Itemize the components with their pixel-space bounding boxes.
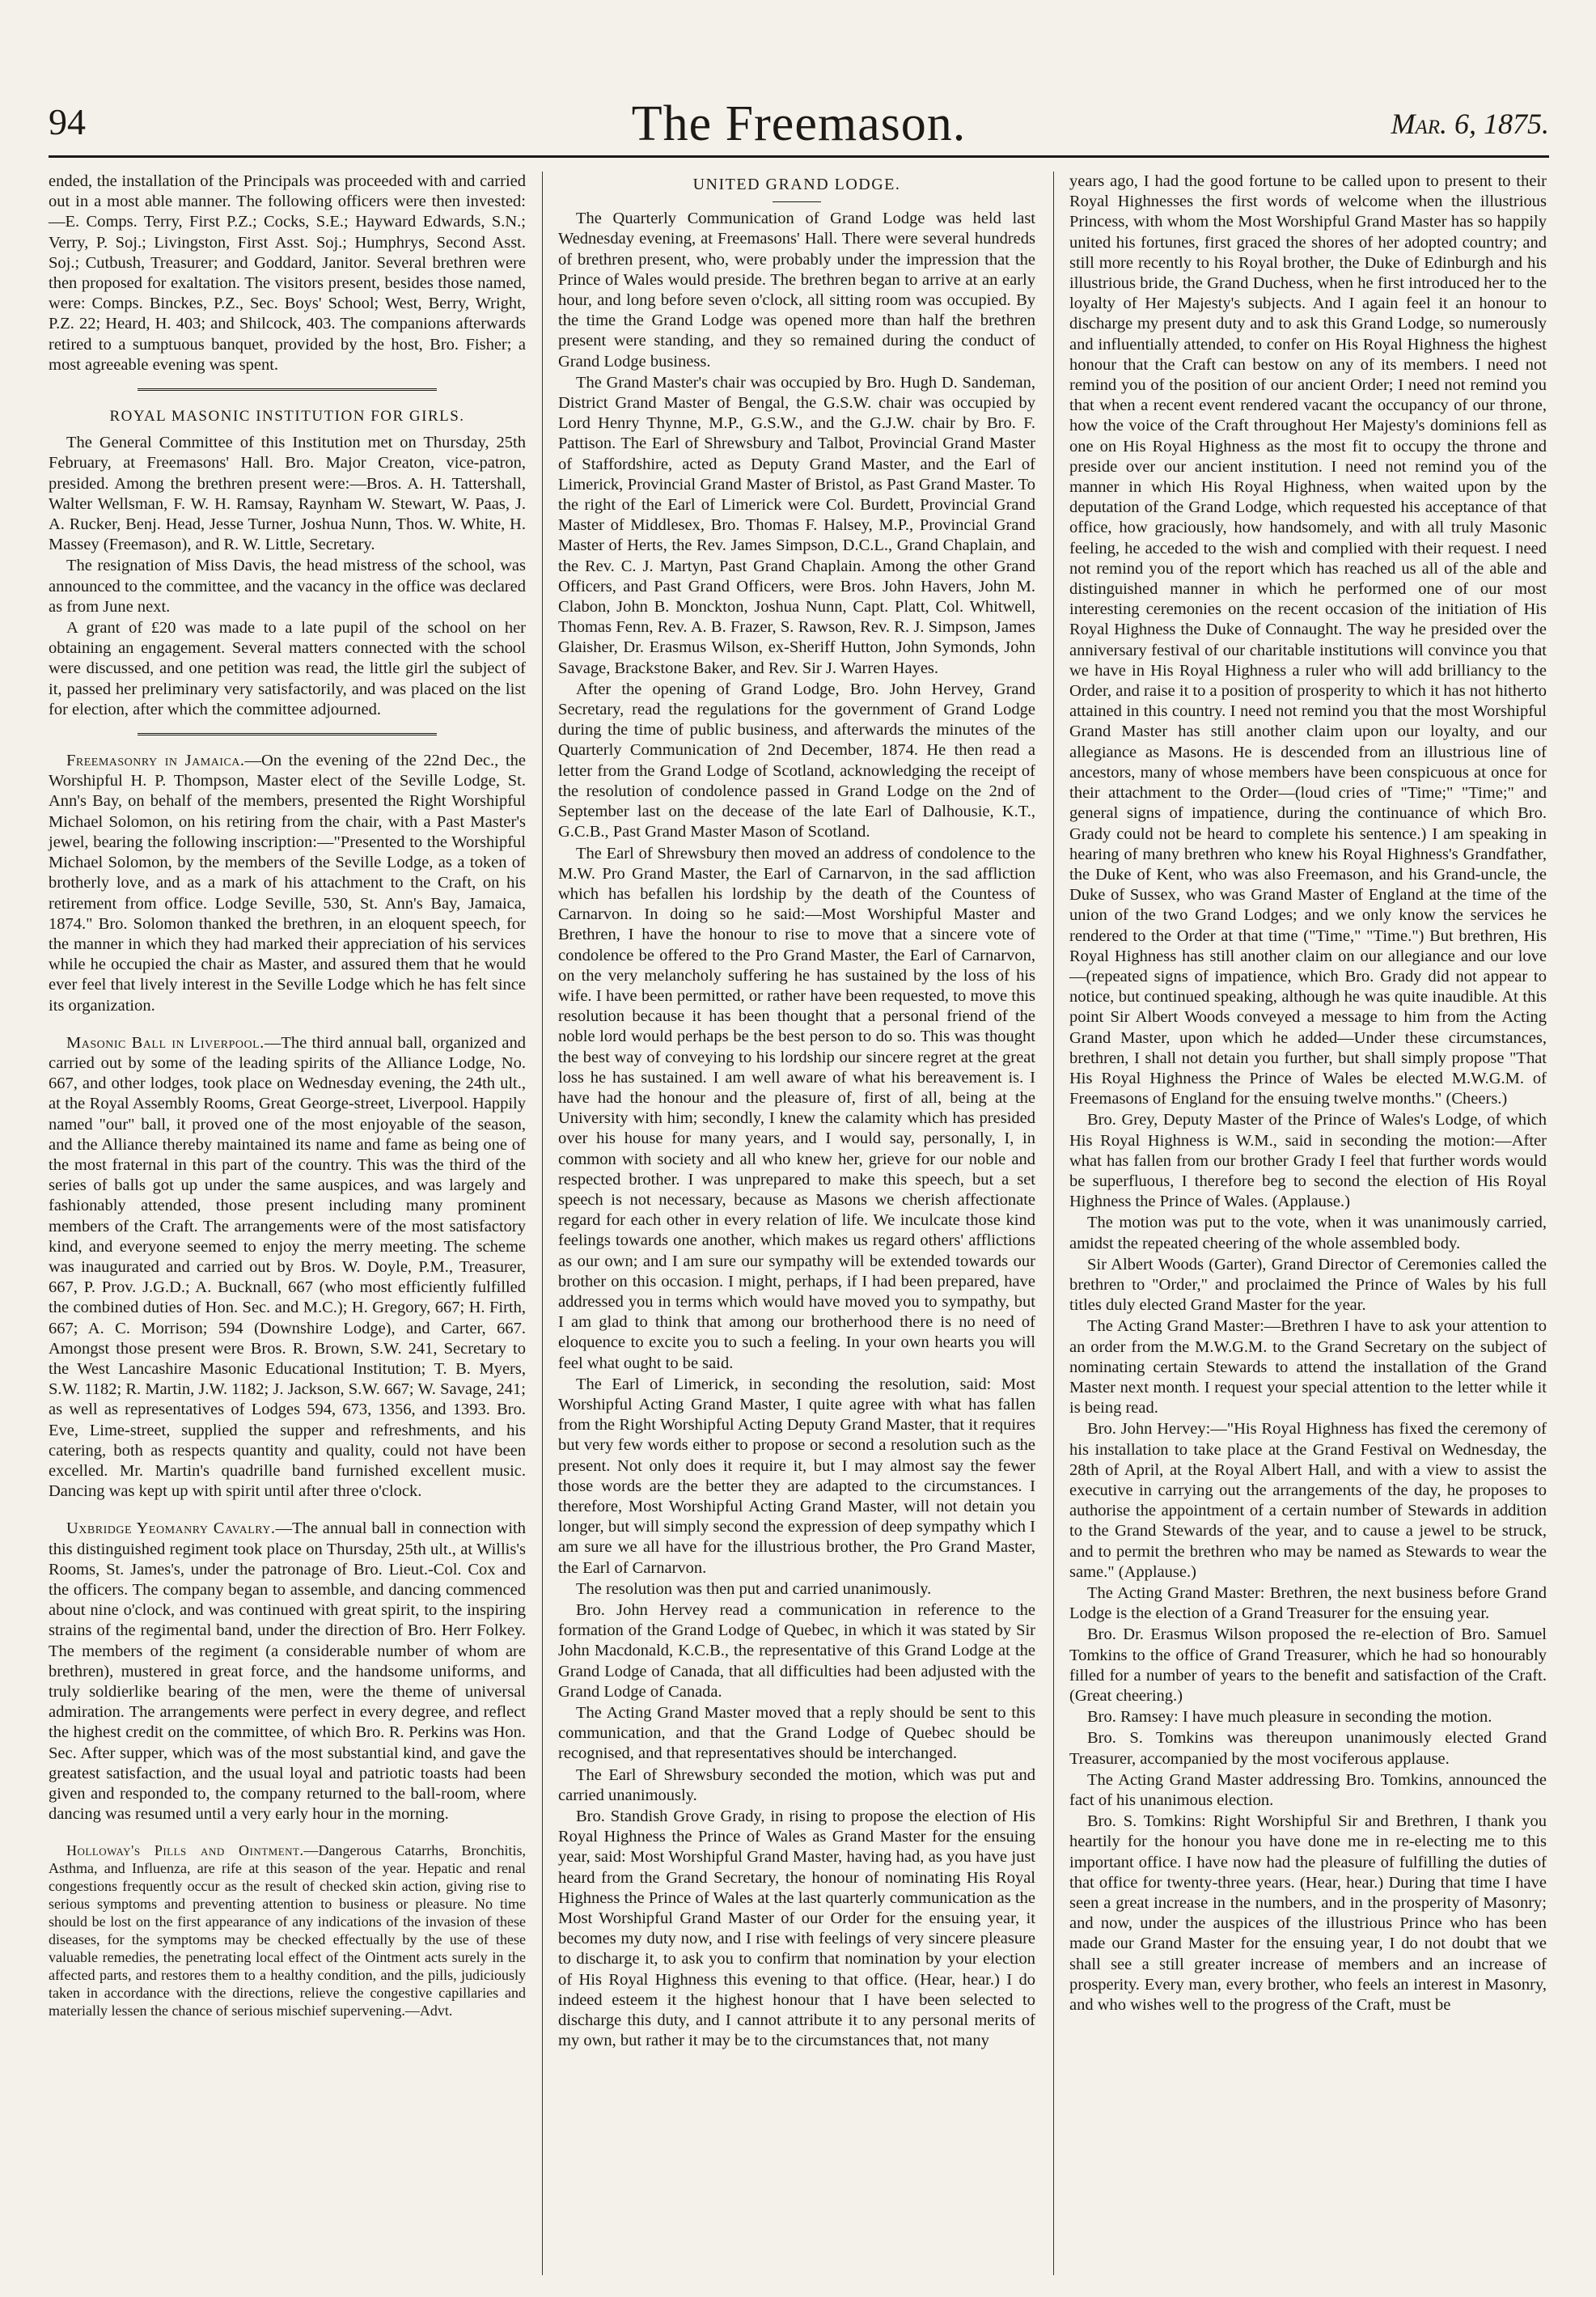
article-paragraph: ended, the installation of the Principals was proceeded with and carried out in a most able manner. The following officers were then invested:—E. Comps. Terry, First P.Z.; Cocks, S.E.; Hayward Edwards, S.N.; Verry, P. Soj.; Livingston, First Asst. Soj.; Humphrys, Second Asst. Soj.; Cutbush, Treasurer; and Goddard, Janitor. Several brethren were then proposed for exaltation. The visitors present, besides those named, were: Comps. Binckes, P.Z., Sec. Boys' School; West, Berry, Wright, P.Z. 22; Heard, H. 403; and Shilcock, 403. The companions afterwards retired to a sumptuous banquet, provided by the host, Bro. Fisher; a most agreeable evening was spent. <box>49 172 526 374</box>
spacer <box>49 1502 526 1519</box>
advertisement-lead: Holloway's Pills and Ointment. <box>66 1842 304 1859</box>
article-paragraph: Bro. Standish Grove Grady, in rising to propose the election of His Royal Highness the Prince of Wales as Grand Master for the ensuing year, said: Most Worshipful Grand Master, having had, as you have just heard from the Grand Secretary, the honour of nominating His Royal Highness the Prince of Wales at the last quarterly communication as the Most Worshipful Grand Master of our Order for the ensuing year, it becomes my duty now, and I rise with feelings of very sincere pleasure to discharge it, to ask you to confirm that nomination by your election of His Royal Highness this evening to that office. (Hear, hear.) I do indeed esteem it the highest honour that I have been selected to discharge this duty, and I cannot attribute it to any personal merits of my own, but rather it may be to the circumstances that, not many <box>558 1808 1035 2050</box>
article-paragraph: The Earl of Shrewsbury then moved an address of condolence to the M.W. Pro Grand Master, the Earl of Carnarvon, in the sad affliction which has befallen his lordship by the death of the Countess of Carnarvon. In doing so he said:—Most Worshipful Master and Brethren, I have the honour to rise to move that a sincere vote of condolence be offered to the Pro Grand Master, the Earl of Carnarvon, on the very melancholy suffering he has sustained by the loss of his wife. I have been permitted, or rather have been requested, to move this resolution because it has been thought that a personal friend of the noble lord would perhaps be the best person to do so. This was thought the best way of conveying to his lordship our sincere regret at the great loss he has sustained. I am well aware of what his bereavement is. I have had the honour and the pleasure of, first of all, being at the University with him; secondly, I knew the calamity which has presided over his house for many years, and I would say, personally, I, in common with society and all who knew her, grieve for our noble and respected brother. I was unprepared to make this speech, but a set speech is not necessary, because as Masons we cherish affectionate regard for each other in every relation of life. We inculcate those kind feelings towards one another, which makes us regard others' afflictions as our own; and I am sure our sympathy will be extended towards our brother on this occasion. I might, perhaps, if I had been prepared, have addressed you in terms which would have moved you to sympathy, but I am glad to think that among our brotherhood there is no need of eloquence to excite you to such a feeling. In your own hearts you will feel what ought to be said. <box>558 844 1035 1372</box>
section-heading: ROYAL MASONIC INSTITUTION FOR GIRLS. <box>109 408 465 426</box>
newspaper-title: The Freemason. <box>631 96 967 151</box>
heading-rule <box>773 201 821 202</box>
column-middle <box>558 172 1035 2052</box>
section-heading: UNITED GRAND LODGE. <box>692 176 901 193</box>
article-paragraph: The Earl of Limerick, in seconding the resolution, said: Most Worshipful Acting Grand Master, I quite agree with what has fallen from the Right Worshipful Acting Deputy Grand Master, that it requires but very few words either to propose or second a resolution such as the present. Not only does it require it, but I may almost say the fewer those words are the better they are adapted to the circumstances. I therefore, Most Worshipful Acting Grand Master, will not detain you longer, but will simply second the expression of deep sympathy which I am sure we all have for the illustrious brother, the Pro Grand Master, the Earl of Carnarvon. <box>558 1375 1035 1577</box>
masthead <box>49 95 1549 152</box>
article-paragraph: After the opening of Grand Lodge, Bro. John Hervey, Grand Secretary, read the regulations for the government of Grand Lodge during the time of public business, and afterwards the minutes of the Quarterly Communication of 2nd December, 1874. He then read a letter from the Grand Lodge of Scotland, acknowledging the receipt of the resolution of condolence passed in Grand Lodge on the 2nd of September last on the decease of the late Earl of Dalhousie, K.T., G.C.B., Past Grand Master Mason of Scotland. <box>558 680 1035 841</box>
section-divider <box>138 733 437 738</box>
article-paragraph: The Earl of Shrewsbury seconded the motion, which was put and carried unanimously. <box>558 1765 1035 1804</box>
masthead-rule <box>49 155 1549 158</box>
article-paragraph: Bro. John Hervey read a communication in reference to the formation of the Grand Lodge of Quebec, in which it was stated by Sir John Macdonald, K.C.B., the representative of this Grand Lodge at the Grand Lodge of Canada, that all difficulties had been adjusted with the Grand Lodge of Canada. <box>558 1601 1035 1701</box>
article-paragraph: The General Committee of this Institution met on Thursday, 25th February, at Freemasons' Hall. Bro. Major Creaton, vice-patron, presided. Among the brethren present were:—Bros. A. H. Tattershall, Walter Wellsman, F. W. H. Ramsay, Raynham W. Stewart, W. Paas, J. A. Rucker, Benj. Head, Jesse Turner, Joshua Nunn, Thos. W. White, H. Massey (Freemason), and R. W. Little, Secretary. <box>49 434 526 554</box>
issue-date: Mar. 6, 1875. <box>1391 108 1549 140</box>
page-number: 94 <box>49 101 86 142</box>
article-paragraph: The Acting Grand Master addressing Bro. Tomkins, announced the fact of his unanimous election. <box>1069 1770 1547 1810</box>
news-item-lead: Masonic Ball in Liverpool. <box>66 1033 265 1052</box>
news-item-cavalry <box>49 1519 526 1824</box>
article-paragraph: Bro. John Hervey:—"His Royal Highness has fixed the ceremony of his installation to take place at the Grand Festival on Wednesday, the 28th of April, at the Royal Albert Hall, and with a view to assist the executive in carrying out the arrangements of the day, he proposes to authorise the appointment of a certain number of Stewards in addition to the Grand Stewards of the year, and to cause a jewel to be struck, and to permit the brethren who may be named as Stewards to wear the same." (Applause.) <box>1069 1420 1547 1581</box>
article-paragraph: The resolution was then put and carried unanimously. <box>576 1579 932 1598</box>
news-item-jamaica <box>49 751 526 1016</box>
column-right <box>1069 172 1547 2016</box>
news-item-text: —The annual ball in connection with this distinguished regiment took place on Thursday, 25th ult., at Willis's Rooms, St. James's, under the patronage of Bro. Lieut.-Col. Cox and the officers. The company began to assemble, and dancing commenced about nine o'clock, and was continued with great spirit, to the inspiring strains of the regimental band, under the direction of Bro. Herr Folkey. The members of the regiment (a considerable number of whom are brethren), mustered in great force, and the handsome uniforms, and truly soldierlike bearing of the men, were the theme of universal admiration. The arrangements were perfect in every degree, and reflect the highest credit on the committee, of which Bro. R. Perkins was Hon. Sec. After supper, which was of the most substantial kind, and gave the greatest satisfaction, and the usual loyal and patriotic toasts had been given and responded to, the company returned to the ball-room, where dancing was resumed until a very early hour in the morning. <box>49 1519 526 1824</box>
article-paragraph: The Acting Grand Master:—Brethren I have to ask your attention to an order from the M.W.G.M. to the Grand Secretary on the subject of nominating certain Stewards to attend the installation of the Grand Master next month. I request your special attention to the letter while it is being read. <box>1069 1317 1547 1418</box>
advertisement-text: —Dangerous Catarrhs, Bronchitis, Asthma, and Influenza, are rife at this season of the year. Hepatic and renal congestions frequently occur as the result of checked skin action, giving rise to serious symptoms and preventing attention to business or pleasure. No time should be lost on the first appearance of any indications of the invasion of these diseases, for the symptoms may be checked effectually by the use of these valuable remedies, the penetrating local effect of the Ointment acts surely in the affected parts, and restores them to a healthy condition, and the pills, judiciously taken in accordance with the directions, relieve the congestive capillaries and materially lessen the chance of serious mischief supervening.—Advt. <box>49 1842 526 2019</box>
advertisement <box>49 1841 526 2019</box>
article-paragraph: The Acting Grand Master moved that a reply should be sent to this communication, and that the Grand Lodge of Quebec should be recognised, and that representatives should be interchanged. <box>558 1704 1035 1763</box>
article-paragraph: Bro. Ramsey: I have much pleasure in seconding the motion. <box>1087 1708 1492 1727</box>
article-paragraph: Bro. Dr. Erasmus Wilson proposed the re-election of Bro. Samuel Tomkins to the office of Grand Treasurer, which he had so honourably filled for a number of years to the benefit and satisfaction of the Craft. (Great cheering.) <box>1069 1625 1547 1706</box>
news-item-lead: Freemasonry in Jamaica. <box>66 752 245 770</box>
section-divider <box>138 388 437 393</box>
article-paragraph: Bro. Grey, Deputy Master of the Prince of Wales's Lodge, of which His Royal Highness is W.M., said in seconding the motion:—After what has fallen from our brother Grady I feel that further words would be superfluous, I therefore beg to second the election of His Royal Highness the Prince of Wales. (Applause.) <box>1069 1111 1547 1211</box>
article-paragraph: years ago, I had the good fortune to be called upon to present to their Royal Highnesses the first words of welcome when the illustrious Princess, with whom the Most Worshipful Grand Master has so happily united his fortunes, first graced the shores of her adopted country; and still more recently to his Royal brother, the Duke of Edinburgh and his illustrious bride, the Grand Duchess, when he first introduced her to the loyalty of Her Majesty's subjects. And I again feel it an honour to discharge my present duty and to ask this Grand Lodge, so numerously and influentially attended, to confer on His Royal Highness the highest honour that the Craft can bestow on any of its members. I need not remind you of the position of our ancient Order; I need not remind you that when a recent event rendered vacant the occupancy of our throne, how the voice of the Craft throughout Her Majesty's dominions fell as one on His Royal Highness as the most fit to occupy the throne and preside over our ancient institution. I need not remind you of the manner in which His Royal Highness, when waited upon by the deputation of the Grand Lodge, which requested his acceptance of that office, how graciously, how handsomely, and with all truly Masonic feeling, he acceded to the wish and complied with their request. I need not remind you of the report which has reached us all of the able and distinguished manner in which he performed one of our most interesting ceremonies on the recent occasion of the initiation of His Royal Highness the Duke of Connaught. The way he presided over the anniversary festival of our charitable institutions will convince you that we have in His Royal Highness a ruler who will add brilliancy to the Order, and raise it to a position of prosperity to which it has not hitherto attained in this country. I need not remind you that the most Worshipful Grand Master has still another claim upon our loyalty, and our allegiance as Masons. He is descended from an illustrious line of ancestors, many of whose members have been conspicuous at once for their attachment to the Order—(loud cries of "Time;" "Time;" and general signs of impatience, during the continuance of which Bro. Grady could not be heard to complete his sentence.) I am speaking in hearing of many brethren who knew his Royal Highness's Grandfather, the Duke of Kent, who was also Freemason, and his Grand-uncle, the Duke of Sussex, who was Grand Master of England at the time of the union of the two Grand Lodges; and we only know the services he rendered to the Order at that time ("Time," "Time.") But brethren, His Royal Highness has still another claim on our allegiance and our love—(repeated signs of impatience, which Bro. Grady did not appear to notice, but continued speaking, although he was quite inaudible. At this point Sir Albert Woods conveyed a message to him from the Acting Grand Master, upon which he added—Under these circumstances, brethren, I shall not detain you further, but shall simply propose "That His Royal Highness the Prince of Wales be elected M.W.G.M. of Freemasons of England for the ensuing twelve months." (Cheers.) <box>1069 172 1547 1108</box>
article-paragraph: The Quarterly Communication of Grand Lodge was held last Wednesday evening, at Freemasons' Hall. There were several hundreds of brethren present, who, were probably under the impression that the Prince of Wales would preside. The brethren began to arrive at an early hour, and long before seven o'clock, all sitting room was occupied. By the time the Grand Lodge was opened more than half the brethren present were standing, and they so remained during the conduct of Grand Lodge business. <box>558 210 1035 371</box>
article-paragraph: Bro. S. Tomkins was thereupon unanimously elected Grand Treasurer, accompanied by the most vociferous applause. <box>1069 1729 1547 1768</box>
article-paragraph: The resignation of Miss Davis, the head mistress of the school, was announced to the committee, and the vacancy in the office was declared as from June next. <box>49 557 526 616</box>
column-left <box>49 172 526 2020</box>
news-item-ball <box>49 1033 526 1502</box>
article-paragraph: Bro. S. Tomkins: Right Worshipful Sir and Brethren, I thank you heartily for the honour you have done me in re-electing me to this important office. I have now had the pleasure of fulfilling the duties of that office for twenty-three years. (Hear, hear.) During that time I have seen a great increase in the numbers, and in the prosperity of Masonry; and now, under the auspices of the illustrious Prince who has been made our Grand Master for the ensuing year, I do not doubt that we shall see a still greater increase of members and an increase of prosperity. Every man, every brother, who feels an interest in Masonry, and who wishes well to the progress of the Craft, must be <box>1069 1812 1547 2015</box>
news-item-text: —The third annual ball, organized and carried out by some of the leading spirits of the Alliance Lodge, No. 667, and other lodges, took place on Wednesday evening, the 24th ult., at the Royal Assembly Rooms, Great George-street, Liverpool. Happily named "our" ball, it proved one of the most enjoyable of the season, and the Alliance thereby maintained its name and fame as being one of the most fraternal in this part of the country. This was the third of the series of balls got up under the same auspices, and was largely and fashionably attended, those present including many prominent members of the Craft. The arrangements were of the most satisfactory kind, and everyone seemed to enjoy the merry meeting. The scheme was inaugurated and carried out by Bros. W. Doyle, P.M., Treasurer, 667, P. Prov. J.G.D.; A. Bucknall, 667 (who most efficiently fulfilled the combined duties of Hon. Sec. and M.C.); H. Gregory, 667; H. Firth, 667; A. C. Morrison; 594 (Downshire Lodge), and Carter, 667. Amongst those present were Bros. R. Brown, S.W. 241, Secretary to the West Lancashire Masonic Educational Institution; T. B. Myers, S.W. 1182; R. Martin, J.W. 1182; J. Jackson, S.W. 667; W. Savage, 241; as well as representatives of Lodges 594, 673, 1356, and 1393. Bro. Eve, Lime-street, supplied the supper and refreshments, and his catering, both as respects quantity and quality, could not have been excelled. Mr. Martin's quadrille band furnished excellent music. Dancing was kept up with spirit until after three o'clock. <box>49 1033 526 1501</box>
spacer <box>49 1017 526 1033</box>
article-paragraph: A grant of £20 was made to a late pupil of the school on her obtaining an engagement. Several matters connected with the school were discussed, and one petition was read, the little girl the subject of it, passed her preliminary very satisfactorily, and was placed on the list for election, after which the committee adjourned. <box>49 619 526 718</box>
article-paragraph: The Grand Master's chair was occupied by Bro. Hugh D. Sandeman, District Grand Master of Bengal, the G.S.W. chair was occupied by Lord Henry Thynne, M.P., G.S.W., and the G.J.W. chair by Bro. F. Pattison. The Earl of Shrewsbury and Talbot, Provincial Grand Master of Staffordshire, acted as Deputy Grand Master, and the Earl of Limerick, Provincial Grand Master of Bristol, as Past Grand Master. To the right of the Earl of Limerick were Col. Burdett, Provincial Grand Master of Middlesex, Bro. Thomas F. Halsey, M.P., Provincial Grand Master of Herts, the Rev. James Simpson, D.C.L., Grand Chaplain, and the Rev. C. J. Martyn, Past Grand Chaplain. Among the other Grand Officers, and Past Grand Officers, were Bros. John Havers, John M. Clabon, John B. Monckton, Joshua Nunn, Capt. Platt, Col. Whitwell, Thomas Fenn, Rev. A. B. Frazer, S. Rawson, Rev. R. J. Simpson, James Glaisher, Dr. Erasmus Wilson, ex-Sheriff Hutton, John Symonds, John Savage, Brackstone Baker, and Rev. Sir J. Warren Hayes. <box>558 373 1035 677</box>
article-paragraph: The motion was put to the vote, when it was unanimously carried, amidst the repeated cheering of the whole assembled body. <box>1069 1214 1547 1252</box>
article-paragraph: The Acting Grand Master: Brethren, the next business before Grand Lodge is the election of a Grand Treasurer for the ensuing year. <box>1069 1584 1547 1623</box>
spacer <box>49 1825 526 1841</box>
news-item-text: —On the evening of the 22nd Dec., the Worshipful H. P. Thompson, Master elect of the Seville Lodge, St. Ann's Bay, on behalf of the members, presented the Right Worshipful Michael Solomon, on his retiring from the chair, with a Past Master's jewel, bearing the following inscription:—"Presented to the Worshipful Michael Solomon, by the members of the Seville Lodge, as a token of brotherly love, and as a mark of his attachment to the Craft, on his retirement from office. Lodge Seville, 530, St. Ann's Bay, Jamaica, 1874." Bro. Solomon thanked the brethren, in an eloquent speech, for the manner in which they had marked their appreciation of his services while he occupied the chair as Master, and assured them that he would ever feel that lively interest in the Seville Lodge which he has felt since its organization. <box>49 752 526 1015</box>
column-divider <box>1053 172 1054 2275</box>
column-divider <box>542 172 543 2275</box>
article-paragraph: Sir Albert Woods (Garter), Grand Director of Ceremonies called the brethren to "Order," and proclaimed the Prince of Wales by his full titles duly elected Grand Master for the year. <box>1069 1255 1547 1315</box>
news-item-lead: Uxbridge Yeomanry Cavalry. <box>66 1519 276 1538</box>
